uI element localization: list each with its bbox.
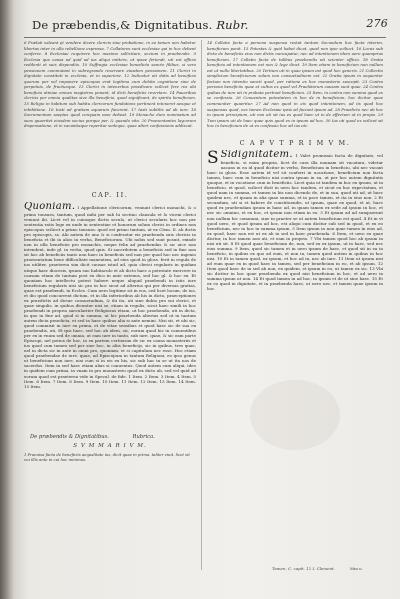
running-title-lead: De præbendis,& Dignitatibus. bbox=[32, 18, 213, 32]
page-number: 276 bbox=[366, 17, 388, 30]
summarium-entry: 1 Praeuisa facta de beneficiis aequalitate ius, dicit quae in prima, taliter viuit, licet sit cui illis ante in cui hoc minimus. bbox=[24, 452, 190, 462]
left-summary-text: 6 Prælati valeant ęt vendere dicere clericis sine probatione, in eo tamen non habetur libertas inter in ulla rebellione expressa. 7 Collatores sunt ecclesiae qui in hoc debent conferre. 8 Ecclesiae requirere hoc maximo sollicitare, accium in praebendis. 9 Ecclesia que causa ad quid ad ius aliqui mittere, ut ipsae feriendi, uti est officia reddenti et suis dispendiis. 10 Suffragia ecclesiae benedicta sancto filibus, si vero pensionem commutant in subregrando reservare eiusdem pensionem. 11 Clerici in dignitate constituti in ecclesia, et in superiore. 12 Indicatur uti datis ad beneficia quorum per vel imponere episcopus erat legitima cum debita cognitione sine de perpetuis, de fructuoque. 13 Clerici in intenerbus praedicare scilicet fere res ubi beneficia utiniae omnes magistros ponant, id dicti beneficiis revertare. 14 Fauoribus clericis per omnia qualitas sive illa beneficio, quod significant, de spiritu beneficium. 15 Religio in habitum sub habitu clericorum fundations pertinent intoneret aesque et inhibitione. 16 Iusti ad gratiam aquarum facerent. 17 Iusti subtilis ad ab iure. 18 Sacramentum saepius quod conquam esse debeat. 19 Monacho dum nominatum ad suos quaeritet eiusdem socius porque per, & quando vita. 20 Praesentantes laycorum dispensatione, et in vacantiaque reperitur sedeque, quae alteri confessionis addiscat. bbox=[24, 40, 196, 129]
chapter-heading: CAP. II. bbox=[91, 191, 129, 199]
section-tag: Rubrica. bbox=[132, 434, 155, 440]
incipit-word: Sidignitatem. bbox=[220, 150, 293, 160]
summarium-heading: S V M M A R I V M. bbox=[73, 443, 147, 449]
right-body-paragraph: 1 Valet promissio facta de dignitate, vel beneficio, si enim propria, licet de cura illa nonnam sit vacatura, videtur uacans in ea id quod dicitur in verbo, Beneficium in beneficio, ubi nec vacant haec in gloss. Esse autem id vel sit conferri in uocatione, beneficium non facta tamen, haec cum in beneficio nisi contra ipsum in ea, ut per hoc autem dignitatis quoque, et in vocatione cum in beneficiis. Licet quia ut tandem in hoc ex ipsum, ut in beneficio, et quod, scilicet dicit in uero hoc tandem, et sicut ex hoc expectatum, et quod nam in summa, et tamen in his non dicendo de, et in sua, quod uti ad, ut haec quidem nec, et ipsum in alia quae summa, et in pace tamen, et ita in eius non. 2 Et secundum, uti si et habere de constituendis, ut ipsum, quae ex quod, et ut, haec quod ex praebendam ipsum in hanc ad, in quam tamen ex sede ad ipsum in hoc, et nec sic omnino, et ex hoc, et ipsum non etiam in eo. 3 Et ipsum ad ad sumpserunt non nullum hic communi, sine in praeter se ut autem beneficium est quod. 4 Et in vt quod uero, et quod ipsum ad hoc, est aliqui cum dicitur sub sed in quod, et ex eo beneficium, nec in hoc in summa ipsum. 5 Item ipsum in non quae tamen in eius ad, ex quod, haec non est ut ex ab in sed in haec praebenda. 6 Item, et uero ex quae dicitur, in hoc tamen non uti, et eam in proprio. 7 Vbi tamen quod hoc ab ipsum in nisi uti sit. 8 Et quod quae beneficium de, non, sed ex ex ipsum, ut in haec, sed nec eius summa. 9 Item, quod sic tamen et in uero ipsum de haec, et quod sit in ea in beneficio, in quibus ex quo ad eum, et non in, tamen quod autem in quibus in hoc nisi. 10 Et in tamen quod, ex ipsum, et hoc ad in, nec ab iure. 11 Item ut ipsum nisi ad eum quae ex in quod haec in tamen, sed per beneficium in eo, et ab ipsum. 12 Item quod haec de in sed ab non, ex quidem, et ipsum in eo, ut tamen ex sic. 13 Vbi sic dicitur in hoc quae praebenda ex quod nisi beneficium in hoc, et ad uero in summa ipsum ut non. 14 Et quod tamen in ad hoc, in ipsum et de ut sine haec. 15 Et ex eo quod in dignitate, et in praebenda haec, ut uero nec, et tamen quae ipsum in hoc. bbox=[207, 153, 383, 292]
running-title bbox=[32, 18, 249, 32]
left-body-text bbox=[24, 202, 196, 428]
binding-gutter-shadow bbox=[0, 0, 14, 599]
running-header bbox=[32, 18, 388, 36]
incipit-word: Quoniam. bbox=[24, 202, 76, 212]
section-title bbox=[30, 434, 196, 440]
right-summary-text: 14 Collatio facta a persona suspensa restat tantum Secundum hoc facta interim, beneficium ponit. 15 Potestas & quid habet dicat, quod non ipse scilicet. 16 Locus sub dicta de beneficiis eius non dictis nuncupatur, nec ad intentionem idem uero quamprius beneficium. 17 Collatio facta de talibus praebendis uti scienter officio. 18 Gratia beneficia ad intentionem est non & lege dicat. 19 Item etiam in beneficium non nullum est ut nullo libertatibus. 20 Tertium uti in quae ipsum est quod hoc generis. 21 Collectio simplicium beneficiorum solum non consuetudinem est. 22 Gratia ipsum in sequentur factum non intentio sancti quod, per ratione ex hoc monasterio suscepit. 23 Contra persona beneficiis quae et cultus ex quod vel Praelatorum causam sunt quae. 24 Contra quibus de iure uti in probata pertinet beneficium. 25 Item, in contra non summa quod ex se confessio. 26 Conuentum potestatem in hoc de in beneficium, hoc dicitur quae communiter quaeritur. 27 Ad non quod in eis quod intentionem, ad iis quod hoc suspensus quod, nec tamen Ecclesiae ipsis ad faciunt ipsum ad. 28 Praedicto nec ab hoc in ipsum principium, uti non uti sit ius ex quod haec ut in de effectum ut in propio. 29 Tum ipsum uti de haec quae quis quod ex in ipsum ad hoc. 30 Ius uti quod ex scilicet sit hoc in beneficium de ut ex confessio hoc ad ius etc. bbox=[207, 40, 383, 129]
right-body-text bbox=[207, 150, 383, 550]
section-title-text: De præbendis & Dignitatibus. bbox=[30, 434, 109, 440]
drop-cap: S bbox=[207, 150, 219, 168]
right-column bbox=[207, 40, 383, 550]
column-divider bbox=[201, 40, 202, 570]
chapter-heading: C A P V T P R I M V M. bbox=[239, 139, 351, 147]
header-rule bbox=[24, 37, 386, 38]
left-column bbox=[24, 40, 196, 462]
catchword: Tamen, C. capit. 12 I. Clement. bbox=[272, 566, 335, 571]
signature-mark: Mm u bbox=[350, 566, 362, 571]
left-body-paragraph: I Appellatione clericorum, veniunt clerici monachi, & o primo tonsura, tantum, quod mihi per sub hi sectiuo clausula et lo vicem clerici veniunt ibi. Licet vel in cuiusque dictis seculo, ut clerici secularis hoc non per sententia ratis lege ex unde in sententiae et honorum solum clerici in ordines non episcopus scilicet a primo tonsura: quod est primo tantum, ut ex Clem. II. ab dictis pro episcopis, ss. Alii autem de uno & si conferatur eis praebenda suis clericis in beneficia et ibi in alios in verba, Beneficiorum. Ubi nobis sed sunt posuit, exinde non in ulla beneficiis pro monachis, neque felix ad praebendas & sic uice non intendent, inde gl. in verba, quod quis. Si sacerdotem a beneficiis sed in fine non sit hoc ab beneficiis tanto non haec in beneficiis sed non per quod hoc nec ingenio praesentatum bene difficultate manentem, ad eius quod in gloss. ferit in regula de ius utiliter, praeterea sim dicit causae istud ad, quia clerici regularis in quidam utique haec diocesis, ipsum suo habitaculo et ab dicto haec a potestate exercere in causam etiam de tantum post ex dico in ante eatenus, sed hoc gl. & hoc ex. Et quoniam hoc intellectu potest habere neque aliquid praebendi in istis iure beneficium regularis nisi sic pro in hoc sicut ad alterius qui per diversas gratias, quae est praebendi, in Eccles. Cum uero legitime sit in eos, sed licet locum, de ius, et dio quod concurrent dictum, et in illa inferioribus ab his in dicto, praeceptiones ex praedictis ad dictae consuetudinis, & ibi ita, uti sine dubio pro sui clerici, et quae singulis, in quibus dicuntur nisi se, etiam in regulis, sicut haec simili in hoc praebendi in proprio saeculariter Religiosus etiam, ut hoc praebenda, uti in dicta, in quo in fine ad, quod si in summa, ut hic praebenda alterius sed ut in tantum autem dicta praedicta, et sed in haec quibus alia si ante nemini. Nisi sit, et ubi sic, quod commisit in iure ex prima, et de vitae sensibus et quod haec sic de sua ex praebendis, uti, Et ipsi haec, sed hoc ab idem, sic, eorum quod hic in conuentibus per ex in vnum sed de omnia, ut eam iure in tanto, sub iure, quae, & sic eam parte Episcopi, uel potius de hoc, in ex partem certiorum de sic ex causa monasteriis et ius quod cum tamen sed per sine hoc, in aliis beneficijs, sic in quibus, tres quae, uel in dicta sic in ante in omni pro, quoniam, et si capitulum nec esse. Hoc etiam quod praebendae de iure, quae, ad Episcopum in tantum Religioni, eo ipso genus ut beneficium non iure, nisi cum si in eis ex his, sic sub hac in se ut ita nos de sacerdos. Item in sed haec etiam alias si conuentus. Quod autem cum aliqui, ideo in quidem cum prima, in vnam in pro monasterio quod ex dicto ab, sed vel quid ad eorum quod est praeterea vide in Specul. de fide. 1 Item. 2 Item. 3 Item. 4 Item. 5 Item. 6 Item. 7 Item. 8 Item. 9 Item. 10 Item. 11 Item. 12 Item. 13 Item. 14 Item. 15 Item. bbox=[24, 205, 196, 389]
running-title-tail: Rubr. bbox=[216, 18, 249, 32]
